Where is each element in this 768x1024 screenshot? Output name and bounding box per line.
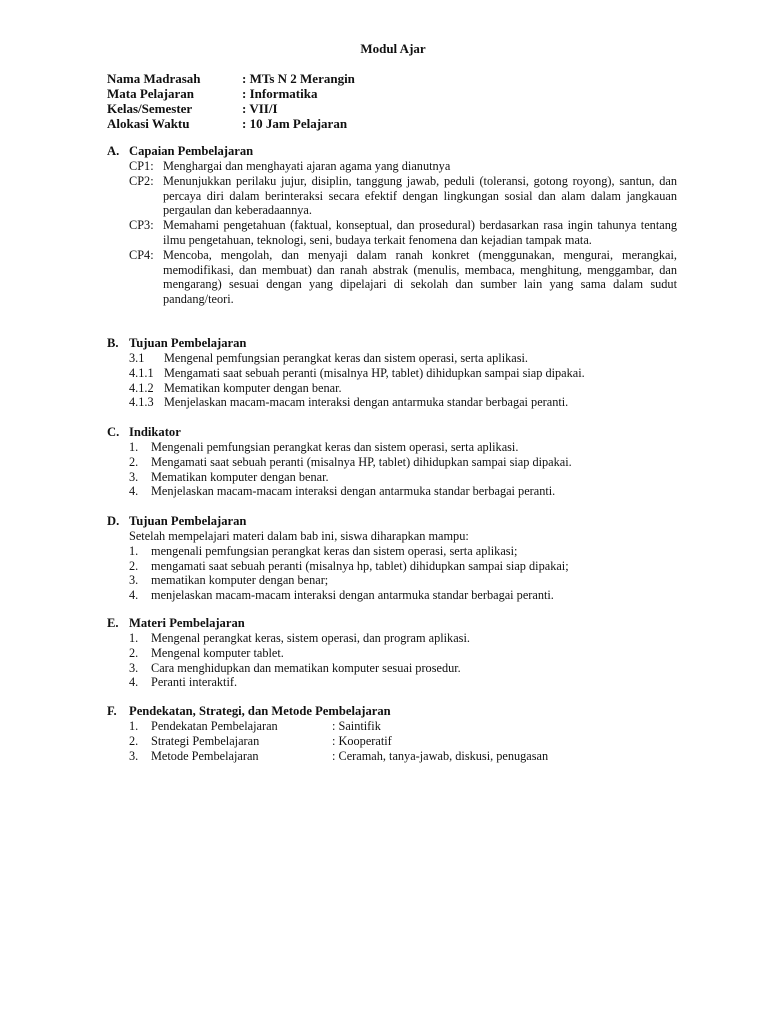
identity-value: : Informatika bbox=[242, 86, 318, 101]
item-text: mengamati saat sebuah peranti (misalnya hp, tablet) dihidupkan sampai siap dipakai; bbox=[151, 558, 569, 573]
item-text: Menghargai dan menghayati ajaran agama yang dianutnya bbox=[163, 159, 451, 173]
identity-label: Kelas/Semester bbox=[107, 101, 193, 116]
item-number: CP1: bbox=[129, 159, 154, 173]
section-letter: A. bbox=[107, 144, 120, 158]
list-item bbox=[107, 544, 677, 559]
item-number: 1. bbox=[129, 440, 139, 454]
identity-value: : MTs N 2 Merangin bbox=[242, 71, 355, 86]
section-tujuan-pembelajaran-2 bbox=[107, 514, 677, 603]
identity-value: : 10 Jam Pelajaran bbox=[242, 116, 348, 131]
item-number: 3.1 bbox=[129, 351, 145, 365]
list-item bbox=[107, 440, 677, 455]
section-letter: E. bbox=[107, 616, 119, 630]
item-number: 3. bbox=[129, 748, 139, 763]
identity-row bbox=[107, 86, 355, 101]
item-text: Mengenali pemfungsian perangkat keras dan sistem operasi, serta aplikasi. bbox=[151, 440, 519, 454]
item-number: 3. bbox=[129, 573, 139, 588]
item-number: 2. bbox=[129, 645, 139, 660]
section-intro: Setelah mempelajari materi dalam bab ini, siswa diharapkan mampu: bbox=[129, 529, 469, 543]
list-item bbox=[107, 470, 677, 485]
section-title: Materi Pembelajaran bbox=[129, 616, 245, 630]
section-title: Tujuan Pembelajaran bbox=[129, 336, 247, 350]
section-letter: B. bbox=[107, 336, 119, 350]
item-label: Metode Pembelajaran bbox=[151, 748, 259, 763]
item-text: Mengamati saat sebuah peranti (misalnya HP, tablet) dihidupkan sampai siap dipakai. bbox=[151, 454, 572, 469]
item-text: Mencoba, mengolah, dan menyaji dalam ranah konkret (menggunakan, mengurai, merangkai, memodifikasi, dan membuat) dan ranah abstrak (menulis, membaca, menghitung, menggambar, dan mengarang) sesuai dengan yang dipelajari di sekolah dan sumber lain yang sama dalam sudut pandang/teori. bbox=[163, 247, 677, 307]
item-number: 4. bbox=[129, 484, 139, 499]
list-item bbox=[107, 484, 677, 499]
item-number: CP2: bbox=[129, 173, 154, 188]
item-text: Mematikan komputer dengan benar. bbox=[151, 469, 329, 484]
item-value: : Saintifik bbox=[332, 719, 381, 733]
section-pendekatan-strategi-metode bbox=[107, 704, 677, 763]
identity-label: Mata Pelajaran bbox=[107, 86, 195, 101]
item-label: Strategi Pembelajaran bbox=[151, 733, 260, 748]
section-letter: F. bbox=[107, 704, 117, 718]
list-item bbox=[107, 719, 677, 734]
list-item bbox=[107, 646, 677, 661]
section-heading bbox=[107, 336, 677, 351]
item-value: : Ceramah, tanya-jawab, diskusi, penugasan bbox=[332, 748, 549, 763]
item-text: Cara menghidupkan dan mematikan komputer sesuai prosedur. bbox=[151, 660, 461, 675]
identity-value: : VII/I bbox=[242, 101, 278, 116]
section-title: Tujuan Pembelajaran bbox=[129, 514, 247, 528]
identity-row bbox=[107, 116, 355, 131]
item-number: 2. bbox=[129, 454, 139, 469]
section-heading bbox=[107, 704, 677, 719]
section-heading bbox=[107, 425, 677, 440]
identity-row bbox=[107, 101, 355, 116]
item-text: mematikan komputer dengan benar; bbox=[151, 573, 329, 588]
item-label: Pendekatan Pembelajaran bbox=[151, 719, 278, 733]
item-number: 4. bbox=[129, 588, 139, 603]
item-text: Menjelaskan macam-macam interaksi dengan antarmuka standar berbagai peranti. bbox=[164, 395, 569, 410]
item-text: Mengenal pemfungsian perangkat keras dan sistem operasi, serta aplikasi. bbox=[164, 351, 529, 365]
section-title: Pendekatan, Strategi, dan Metode Pembelajaran bbox=[129, 704, 391, 718]
list-item bbox=[107, 588, 677, 603]
section-heading bbox=[107, 514, 677, 529]
identity-label: Alokasi Waktu bbox=[107, 116, 190, 131]
item-text: Menjelaskan macam-macam interaksi dengan antarmuka standar berbagai peranti. bbox=[151, 484, 556, 499]
item-number: 4.1.1 bbox=[129, 365, 154, 380]
item-number: CP4: bbox=[129, 247, 154, 262]
item-text: Menunjukkan perilaku jujur, disiplin, tanggung jawab, peduli (toleransi, gotong royong), santun, dan percaya diri dalam berinteraksi secara efektif dengan lingkungan sosial dan alam dalam jangkauan pergaulan dan keberadaannya. bbox=[163, 173, 677, 218]
list-item bbox=[107, 395, 677, 410]
item-value: : Kooperatif bbox=[332, 733, 392, 748]
item-number: CP3: bbox=[129, 218, 154, 233]
list-item bbox=[107, 661, 677, 676]
list-item bbox=[107, 631, 677, 646]
item-text: Mematikan komputer dengan benar. bbox=[164, 380, 342, 395]
list-item bbox=[107, 174, 677, 218]
item-number: 4.1.3 bbox=[129, 395, 154, 410]
section-capaian-pembelajaran bbox=[107, 144, 677, 307]
section-heading bbox=[107, 144, 677, 159]
document-title: Modul Ajar bbox=[360, 41, 426, 56]
item-number: 3. bbox=[129, 660, 139, 675]
section-letter: D. bbox=[107, 514, 120, 528]
identity-row bbox=[107, 71, 355, 86]
section-letter: C. bbox=[107, 425, 120, 439]
item-number: 3. bbox=[129, 469, 139, 484]
list-item bbox=[107, 351, 677, 366]
section-materi-pembelajaran bbox=[107, 616, 677, 690]
list-item bbox=[107, 381, 677, 396]
item-number: 1. bbox=[129, 543, 139, 558]
item-number: 4.1.2 bbox=[129, 380, 154, 395]
identity-block bbox=[107, 71, 355, 131]
list-item bbox=[107, 573, 677, 588]
item-number: 1. bbox=[129, 631, 139, 645]
item-number: 2. bbox=[129, 733, 139, 748]
list-item bbox=[107, 218, 677, 248]
item-text: Mengamati saat sebuah peranti (misalnya HP, tablet) dihidupkan sampai siap dipakai. bbox=[164, 365, 585, 380]
list-item bbox=[107, 159, 677, 174]
section-tujuan-pembelajaran bbox=[107, 336, 677, 410]
list-item bbox=[107, 749, 677, 764]
item-number: 4. bbox=[129, 675, 139, 690]
list-item bbox=[107, 455, 677, 470]
item-number: 1. bbox=[129, 719, 139, 733]
section-title: Indikator bbox=[129, 425, 181, 439]
section-title: Capaian Pembelajaran bbox=[129, 144, 254, 158]
item-text: Mengenal komputer tablet. bbox=[151, 645, 284, 660]
item-text: Memahami pengetahuan (faktual, konseptual, dan prosedural) berdasarkan rasa ingin tahunya tentang ilmu pengetahuan, teknologi, seni, budaya terkait fenomena dan kejadian tampak mata. bbox=[163, 218, 677, 247]
item-text: menjelaskan macam-macam interaksi dengan antarmuka standar berbagai peranti. bbox=[151, 588, 554, 603]
list-item bbox=[107, 366, 677, 381]
section-heading bbox=[107, 616, 677, 631]
list-item bbox=[107, 248, 677, 307]
list-item bbox=[107, 675, 677, 690]
list-item bbox=[107, 559, 677, 574]
item-text: Peranti interaktif. bbox=[151, 675, 238, 690]
item-text: Mengenal perangkat keras, sistem operasi, dan program aplikasi. bbox=[151, 631, 470, 645]
list-item bbox=[107, 734, 677, 749]
identity-label: Nama Madrasah bbox=[107, 71, 201, 86]
item-number: 2. bbox=[129, 558, 139, 573]
section-indikator bbox=[107, 425, 677, 499]
item-text: mengenali pemfungsian perangkat keras dan sistem operasi, serta aplikasi; bbox=[151, 543, 518, 558]
